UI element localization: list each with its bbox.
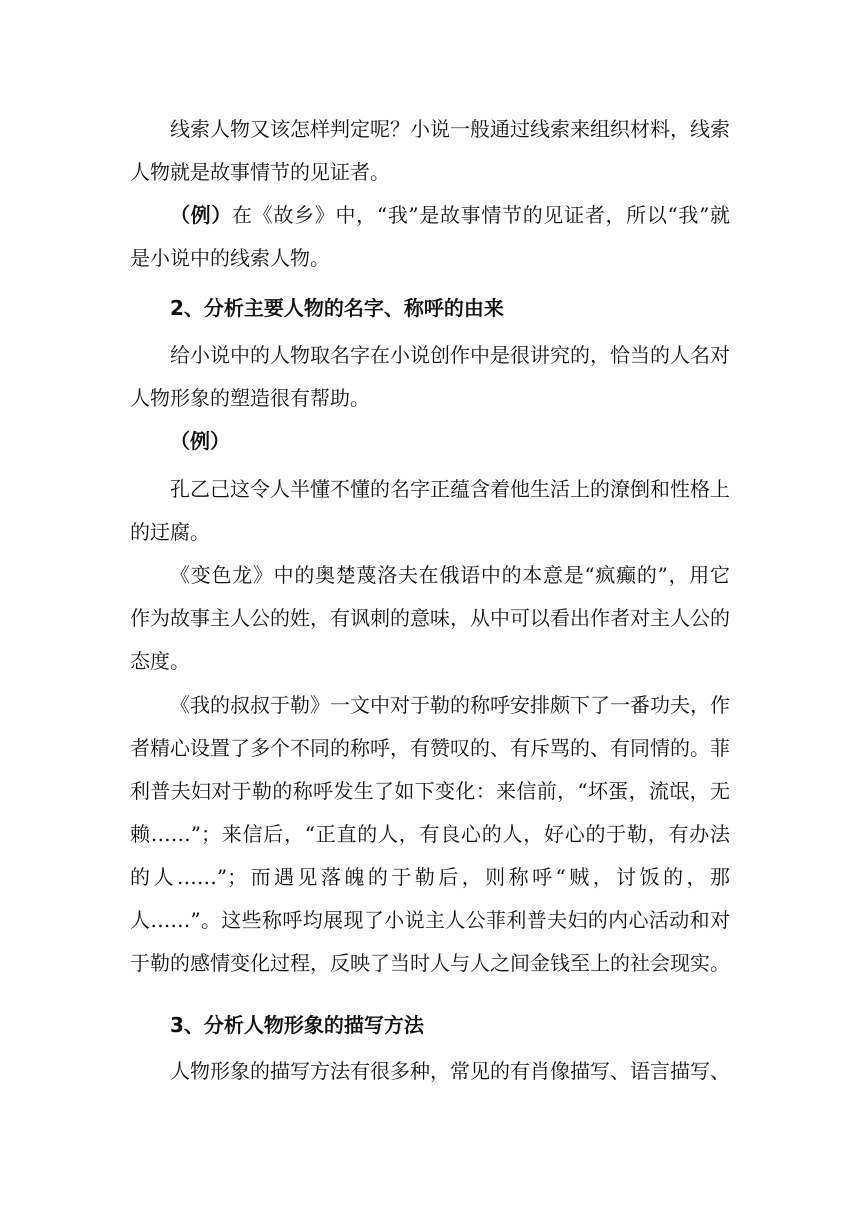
paragraph-description-methods: 人物形象的描写方法有很多种，常见的有肖像描写、语言描写、 [170,1059,730,1083]
paragraph-clue-character: 线索人物又该怎样判定呢？小说一般通过线索来组织材料，线索人物就是故事情节的见证者。 [130,117,730,184]
paragraph-kong-yiji: 孔乙己这令人半懂不懂的名字正蕴含着他生活上的潦倒和性格上的迂腐。 [130,477,730,544]
paragraph-naming: 给小说中的人物取名字在小说创作中是很讲究的，恰当的人名对人物形象的塑造很有帮助。 [130,343,730,410]
paragraph-chameleon: 《变色龙》中的奥楚蔑洛夫在俄语中的本意是“疯癫的”，用它作为故事主人公的姓，有讽刺的意味，从中可以看出作者对主人公的态度。 [130,563,730,673]
example-label: （例） [170,203,233,227]
example-label-standalone: （例） [170,429,230,453]
paragraph-example-hometown-text: 在《故乡》中，“我”是故事情节的见证者，所以“我”就是小说中的线索人物。 [130,203,730,270]
paragraph-uncle-jules: 《我的叔叔于勒》一文中对于勒的称呼安排颇下了一番功夫，作者精心设置了多个不同的称呼，有赞叹的、有斥骂的、有同情的。菲利普夫妇对于勒的称呼发生了如下变化：来信前，“坏蛋，流氓，无赖……”；来信后，“正直的人，有良心的人，好心的于勒，有办法的人……”；而遇见落魄的于勒后，则称呼“贼，讨饭的，那人……”。这些称呼均展现了小说主人公菲利普夫妇的内心活动和对于勒的感情变化过程，反映了当时人与人之间金钱至上的社会现实。 [130,693,730,975]
section-heading-3: 3、分析人物形象的描写方法 [170,1013,424,1037]
section-heading-2: 2、分析主要人物的名字、称呼的由来 [170,296,504,320]
paragraph-example-hometown [130,194,730,280]
